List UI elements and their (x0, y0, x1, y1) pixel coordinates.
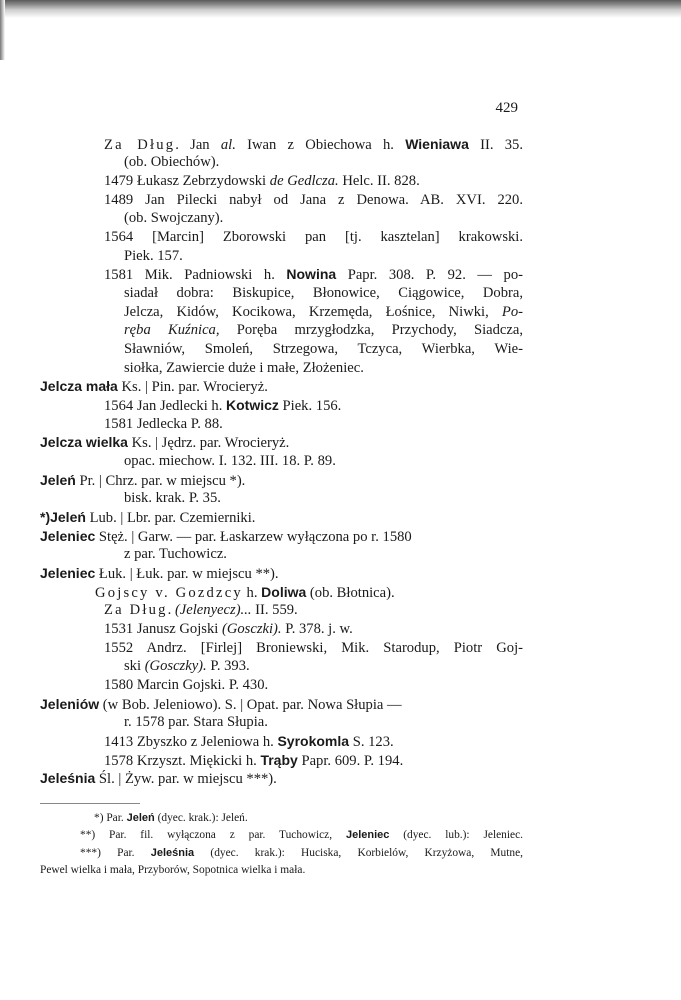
text-line (124, 247, 183, 265)
text-segment: Pr. | Chrz. par. w miejscu *). (75, 473, 246, 489)
text-line (40, 377, 268, 396)
text-segment: siadał dobra: Biskupice, Błonowice, Ciągowice, Dobra, (124, 285, 523, 301)
text-segment: (dyec. krak.): Jeleń. (154, 812, 248, 824)
text-segment: (dyec. lub.): Jeleniec. (389, 829, 523, 841)
entry-heading: Doliwa (261, 584, 307, 600)
text-line (124, 713, 268, 731)
text-segment: bisk. krak. P. 35. (124, 490, 221, 506)
text-segment: (ob. Błotnica). (306, 585, 395, 601)
entry-heading: Nowina (286, 266, 337, 282)
text-segment: ski (124, 658, 145, 674)
text-line (104, 601, 298, 619)
text-segment: Papr. 308. P. 92. — po- (336, 267, 523, 283)
text-segment: Za Dług (104, 137, 176, 153)
text-line (104, 415, 223, 433)
text-line (104, 228, 523, 246)
text-segment: **) Par. fil. wyłączona z par. Tuchowicz, (80, 829, 346, 841)
text-segment: Łuk. | Łuk. par. w miejscu **). (95, 566, 279, 582)
text-segment: Iwan z Obiechowa h. (235, 137, 406, 153)
text-segment: S. 123. (349, 734, 394, 750)
footnote (80, 827, 523, 843)
text-line (124, 657, 250, 675)
text-segment: opac. miechow. I. 132. III. 18. P. 89. (124, 453, 336, 469)
entry-heading: Jeleniec (40, 565, 96, 581)
text-segment: 1413 Zbyszko z Jeleniowa h. (104, 734, 278, 750)
text-segment: Ks. | Pin. par. Wrocieryż. (117, 379, 268, 395)
entry-heading: Syrokomla (277, 733, 350, 749)
text-segment: II. 559. (251, 602, 298, 618)
text-segment: 1581 Jedlecka P. 88. (104, 416, 223, 432)
text-segment: . Jan (175, 137, 221, 153)
text-segment: Papr. 609. P. 194. (297, 753, 404, 769)
text-line (124, 340, 523, 358)
italic-text: ręba Kuźnica, (124, 322, 220, 338)
text-line (104, 135, 523, 154)
text-segment: Stęż. | Garw. — par. Łaskarzew wyłączona po r. 1580 (95, 529, 412, 545)
text-line (40, 564, 279, 583)
entry-heading: Kotwicz (226, 397, 279, 413)
text-line (124, 321, 523, 339)
text-segment: 1489 Jan Pilecki nabył od Jana z Denowa. AB. XVI. 220. (104, 192, 523, 208)
scan-side-edge (0, 0, 5, 60)
entry-heading: *)Jeleń (40, 509, 86, 525)
text-segment: ***) Par. (80, 847, 151, 859)
italic-text: (Gosczki). (221, 621, 282, 637)
text-segment: P. 378. j. w. (281, 621, 353, 637)
text-segment: z par. Tuchowicz. (124, 546, 227, 562)
text-line (104, 732, 394, 751)
text-segment: Gojscy v. Gozdzcy (95, 585, 243, 601)
text-line (124, 153, 219, 171)
text-segment: (ob. Swojczany). (124, 210, 224, 226)
italic-text: Po- (501, 304, 523, 320)
text-segment: Piek. 156. (278, 398, 342, 414)
footnote (94, 810, 248, 826)
text-segment: II. 35. (468, 137, 523, 153)
entry-heading: Jelcza wielka (40, 434, 128, 450)
text-line (40, 508, 255, 527)
text-segment: Śl. | Żyw. par. w miejscu ***). (95, 771, 277, 787)
text-segment: Ks. | Jędrz. par. Wrocieryż. (127, 435, 290, 451)
text-line (104, 676, 268, 694)
text-line (104, 751, 403, 770)
italic-text: (Gosczky). (144, 658, 207, 674)
text-segment: 1578 Krzyszt. Miękicki h. (104, 753, 261, 769)
text-line (104, 265, 523, 284)
italic-text: de Gedlcza. (269, 173, 339, 189)
text-line (104, 620, 353, 638)
text-segment: 1479 Łukasz Zebrzydowski (104, 173, 270, 189)
text-segment: siołka, Zawiercie duże i małe, Złożeniec. (124, 360, 364, 376)
text-segment: 1531 Janusz Gojski (104, 621, 222, 637)
entry-heading: Trąby (260, 752, 298, 768)
text-segment: P. 393. (206, 658, 250, 674)
italic-text: (Jelenyecz)... (174, 602, 252, 618)
entry-heading: Wieniawa (405, 136, 469, 152)
scan-top-edge (0, 0, 681, 18)
entry-heading: Jeleniec (40, 528, 96, 544)
text-segment: 1564 Jan Jedlecki h. (104, 398, 226, 414)
text-segment: Lub. | Lbr. par. Czemierniki. (85, 510, 256, 526)
text-line (40, 695, 402, 714)
entry-heading: Jelcza mała (40, 378, 118, 394)
text-line (40, 433, 289, 452)
footnote-separator (40, 803, 140, 804)
text-line (95, 583, 395, 602)
entry-heading: Jeleń (126, 812, 155, 824)
text-line (124, 209, 223, 227)
entry-heading: Jeleniec (345, 829, 390, 841)
italic-text: al. (220, 137, 236, 153)
text-segment: h. (242, 585, 262, 601)
text-segment: Pewel wielka i mała, Przyborów, Sopotnica wielka i mała. (40, 864, 306, 876)
entry-heading: Jeleniów (40, 696, 100, 712)
text-line (104, 172, 420, 190)
entry-heading: Jeleśnia (40, 770, 96, 786)
text-line (40, 769, 277, 788)
page-number: 429 (495, 100, 518, 116)
text-segment: Za Dług (104, 602, 168, 618)
text-segment: . (167, 602, 175, 618)
text-line (104, 396, 341, 415)
text-line (124, 284, 523, 302)
text-line (124, 489, 221, 507)
text-line (124, 359, 364, 377)
text-segment: Jelcza, Kidów, Kocikowa, Krzemęda, Łośnice, Niwki, (124, 304, 502, 320)
text-segment: Poręba mrzygłodzka, Przychody, Siadcza, (219, 322, 524, 338)
text-segment: Sławniów, Smoleń, Strzegowa, Tczyca, Wierbka, Wie- (124, 341, 523, 357)
text-segment: (w Bob. Jeleniowo). S. | Opat. par. Nowa Słupia — (99, 697, 402, 713)
text-segment: Helc. II. 828. (338, 173, 420, 189)
text-line (40, 527, 412, 546)
text-segment: Piek. 157. (124, 248, 183, 264)
footnote (40, 862, 305, 878)
text-line (124, 545, 227, 563)
text-segment: (dyec. krak.): Huciska, Korbielów, Krzyżowa, Mutne, (194, 847, 523, 859)
text-segment: 1581 Mik. Padniowski h. (104, 267, 287, 283)
text-segment: 1580 Marcin Gojski. P. 430. (104, 677, 269, 693)
text-line (124, 303, 523, 321)
text-line (124, 452, 336, 470)
text-line (104, 639, 523, 657)
text-line (104, 191, 523, 209)
footnote (80, 845, 523, 861)
entry-heading: Jeleń (40, 472, 76, 488)
text-segment: (ob. Obiechów). (124, 154, 220, 170)
entry-heading: Jeleśnia (150, 847, 195, 859)
text-segment: r. 1578 par. Stara Słupia. (124, 714, 268, 730)
text-segment: *) Par. (94, 812, 127, 824)
text-line (40, 471, 245, 490)
text-segment: 1564 [Marcin] Zborowski pan [tj. kasztelan] krakowski. (104, 229, 523, 245)
text-segment: 1552 Andrz. [Firlej] Broniewski, Mik. Starodup, Piotr Goj- (104, 640, 523, 656)
